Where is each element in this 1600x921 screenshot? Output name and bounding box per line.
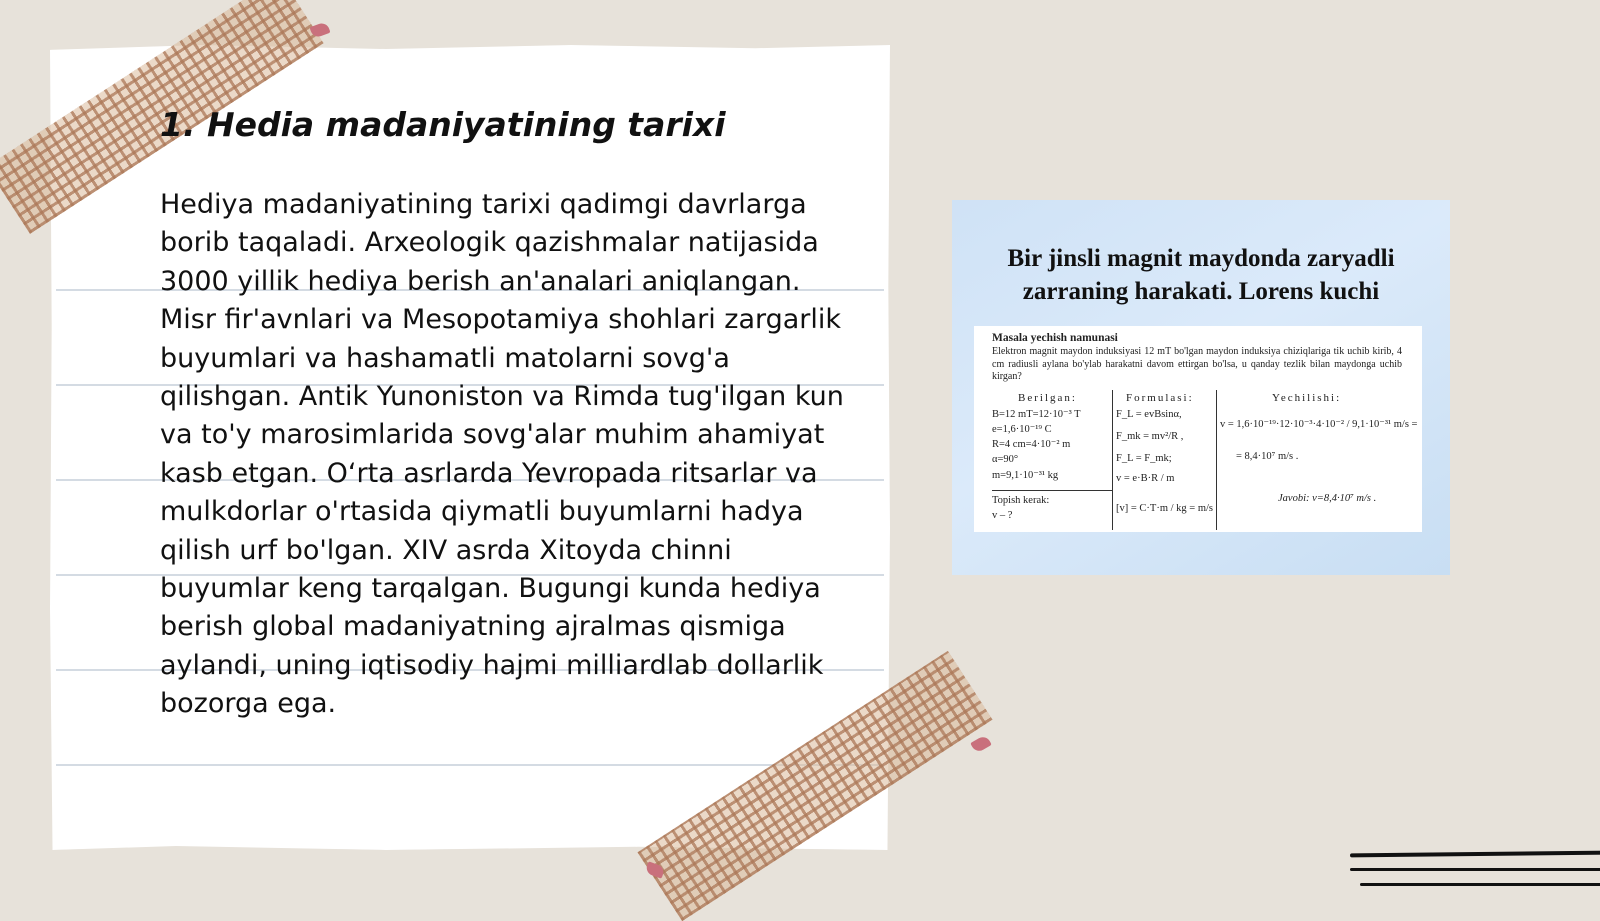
given-item: R=4 cm=4·10⁻² m: [992, 439, 1071, 450]
problem-statement: Elektron magnit maydon induksiyasi 12 mT bo'lgan maydon induksiya chiziqlariga tik uchib kirib, 4 cm radiusli aylana bo'ylab harakatni davom ettirgan bo'lsa, u qanday tezlik bilan maydonga uchib kirgan?: [992, 346, 1402, 382]
formula-item: v = e·B·R / m: [1116, 473, 1175, 484]
formula-item: F_mk = mv²/R ,: [1116, 431, 1184, 442]
solution-line: v = 1,6·10⁻¹⁹·12·10⁻³·4·10⁻² / 9,1·10⁻³¹ m/s =: [1220, 419, 1418, 430]
column-divider: [1112, 390, 1113, 530]
given-item: α=90°: [992, 454, 1019, 465]
find-label: Topish kerak:: [992, 495, 1050, 506]
given-divider: [992, 490, 1112, 491]
given-header: Berilgan:: [1018, 392, 1077, 404]
formula-item: [v] = C·T·m / kg = m/s: [1116, 503, 1214, 514]
given-item: e=1,6·10⁻¹⁹ C: [992, 424, 1052, 435]
decorative-stroke: [1350, 868, 1600, 871]
figure-title: Bir jinsli magnit maydonda zaryadli zarraning harakati. Lorens kuchi: [1007, 245, 1395, 305]
solution-header: Yechilishi:: [1272, 392, 1342, 404]
solution-line: = 8,4·10⁷ m/s .: [1236, 451, 1299, 462]
problem-card: [974, 326, 1422, 532]
pin-decoration: [970, 734, 992, 753]
decorative-stroke: [1360, 883, 1600, 886]
column-divider: [1216, 390, 1217, 530]
answer-line: Javobi: v=8,4·10⁷ m/s .: [1278, 493, 1377, 504]
paper-rule: [56, 764, 884, 766]
formula-item: F_L = evBsinα,: [1116, 409, 1182, 420]
slide-body-text: Hediya madaniyatining tarixi qadimgi davrlarga borib taqaladi. Arxeologik qazishmalar natijasida 3000 yillik hediya berish an'analari aniqlangan. Misr fir'avnlari va Mesopotamiya shohlari zargarlik buyumlari va hashamatli matolarni sovg'a qilishgan. Antik Yunoniston va Rimda tug'ilgan kun va to'y marosimlarida sovg'alar muhim ahamiyat kasb etgan. O‘rta asrlarda Yevropada ritsarlar va mulkdorlar o'rtasida qiymatli buyumlarni hadya qilish urf bo'lgan. XIV asrda Xitoyda chinni buyumlar keng tarqalgan. Bugungi kunda hediya berish global madaniyatning ajralmas qismiga aylandi, uning iqtisodiy hajmi milliardlab dollarlik bozorga ega.: [160, 189, 844, 720]
problem-heading: Masala yechish namunasi: [992, 332, 1118, 344]
decorative-stroke: [1350, 851, 1600, 858]
formula-header: Formulasi:: [1126, 392, 1194, 404]
given-item: m=9,1·10⁻³¹ kg: [992, 470, 1059, 481]
given-item: B=12 mT=12·10⁻³ T: [992, 409, 1081, 420]
physics-problem-image: [952, 200, 1450, 575]
find-value: v – ?: [992, 510, 1013, 521]
formula-item: F_L = F_mk;: [1116, 453, 1172, 464]
slide-title: 1. Hedia madaniyatining tarixi: [160, 105, 726, 144]
